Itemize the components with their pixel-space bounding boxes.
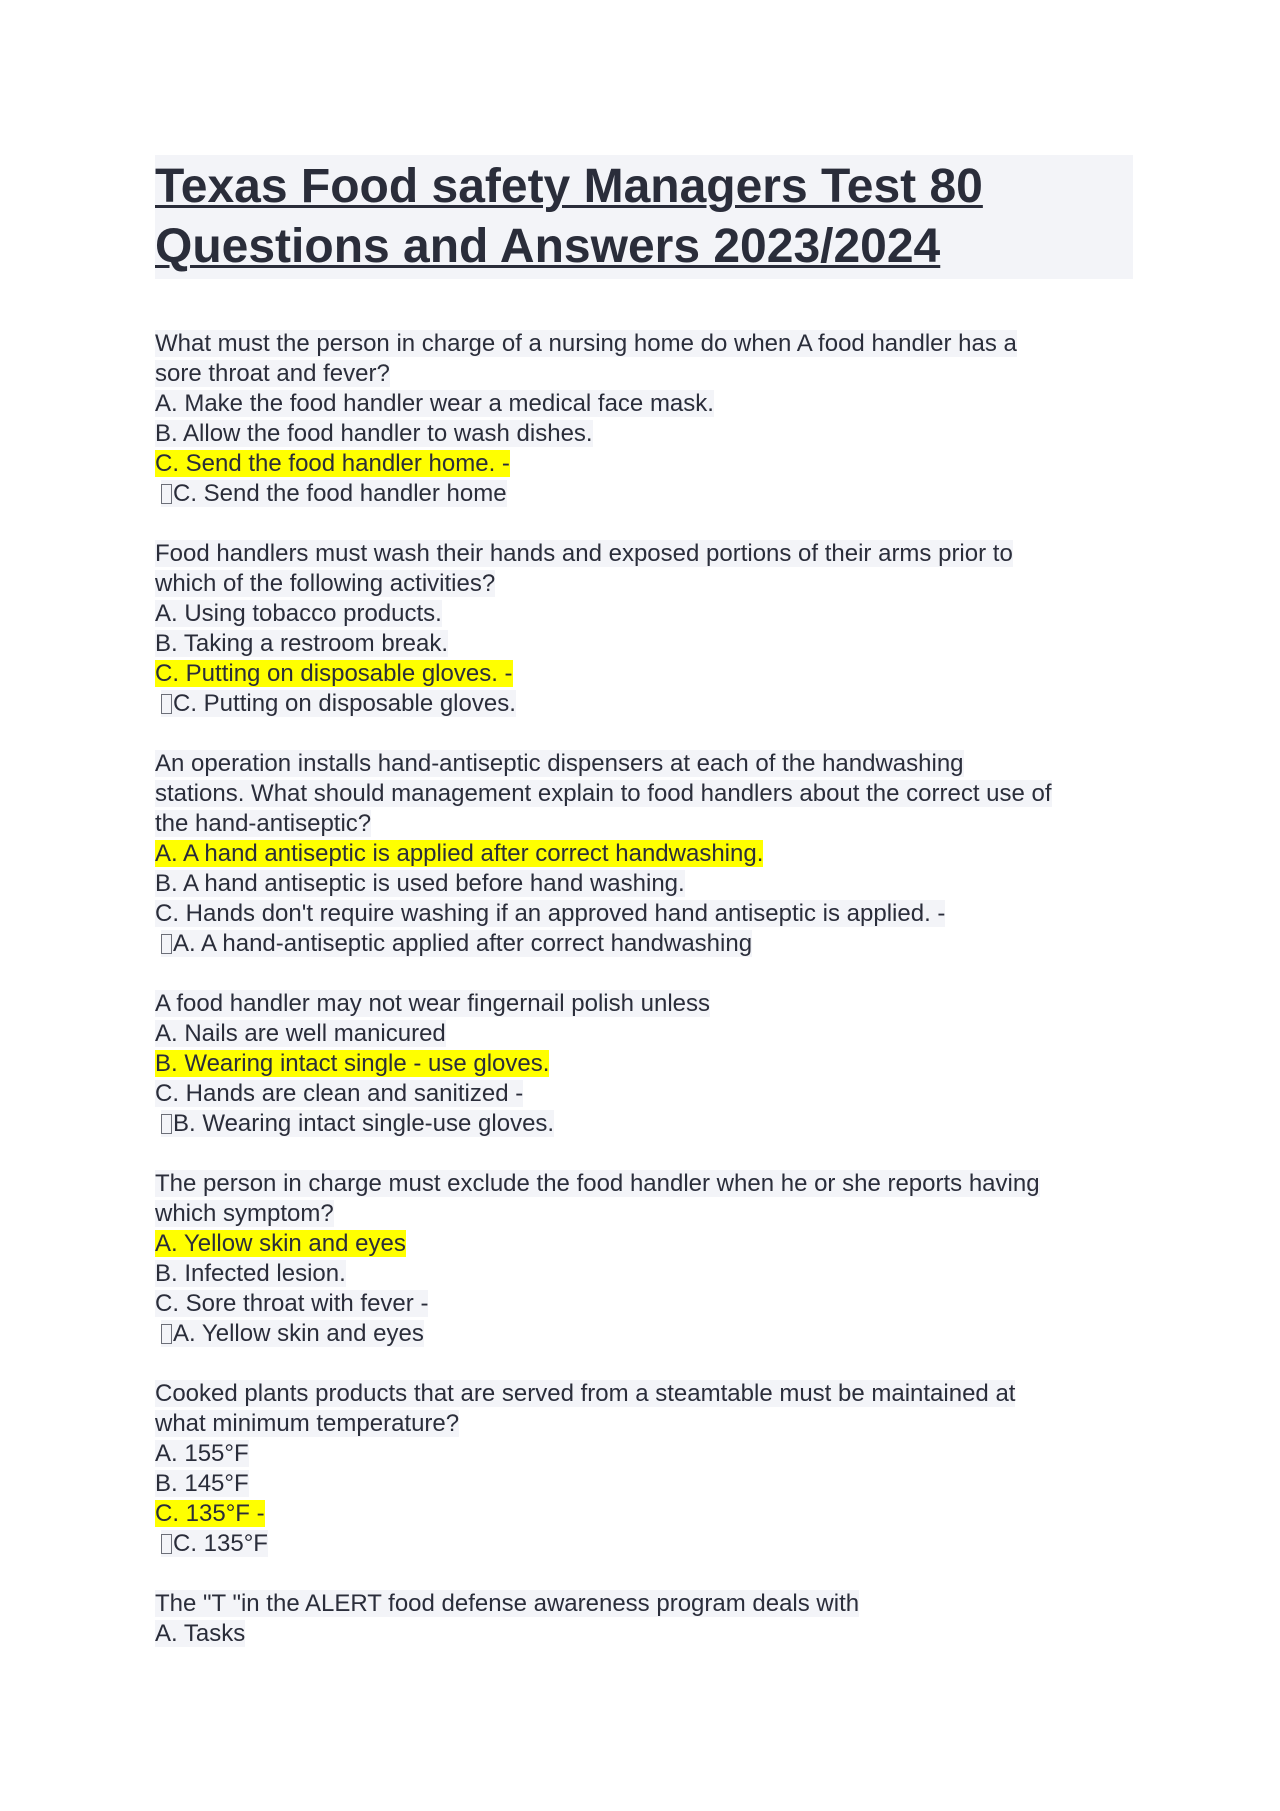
question-text-line xyxy=(155,989,1133,1019)
answer-option: C. Hands don't require washing if an approved hand antiseptic is applied. - xyxy=(155,900,946,927)
answer-option-line xyxy=(155,1289,1133,1319)
correct-answer xyxy=(161,1320,424,1347)
question-text: Cooked plants products that are served from a steamtable must be maintained at xyxy=(155,1380,1016,1407)
answer-option-line xyxy=(155,869,1133,899)
correct-answer-line xyxy=(155,1529,1133,1559)
answer-option-highlighted: C. Putting on disposable gloves. - xyxy=(155,660,513,687)
question-block xyxy=(155,989,1133,1139)
question-text-line xyxy=(155,809,1133,839)
question-text-line xyxy=(155,1409,1133,1439)
answer-option-line xyxy=(155,1499,1133,1529)
answer-option: B. Taking a restroom break. xyxy=(155,630,449,657)
answer-option: B. Allow the food handler to wash dishes. xyxy=(155,420,593,447)
answer-option-line xyxy=(155,839,1133,869)
answer-option-line xyxy=(155,1019,1133,1049)
answer-option-line xyxy=(155,899,1133,929)
title-line-2: Questions and Answers 2023/2024 xyxy=(155,220,941,273)
answer-option: B. 145°F xyxy=(155,1470,249,1497)
answer-option-line xyxy=(155,1049,1133,1079)
question-text: which symptom? xyxy=(155,1200,334,1227)
correct-answer-line xyxy=(155,479,1133,509)
question-text-line xyxy=(155,329,1133,359)
question-block xyxy=(155,1169,1133,1349)
answer-option-line xyxy=(155,1229,1133,1259)
answer-option-line xyxy=(155,1439,1133,1469)
correct-answer xyxy=(161,690,516,717)
question-text: An operation installs hand-antiseptic dispensers at each of the handwashing xyxy=(155,750,964,777)
answer-option-line xyxy=(155,629,1133,659)
question-block xyxy=(155,329,1133,509)
question-text-line xyxy=(155,1379,1133,1409)
answer-option-line xyxy=(155,1469,1133,1499)
question-text: what minimum temperature? xyxy=(155,1410,460,1437)
answer-option-highlighted: C. 135°F - xyxy=(155,1500,265,1527)
question-block xyxy=(155,539,1133,719)
answer-option: A. Tasks xyxy=(155,1620,246,1647)
title-line-1: Texas Food safety Managers Test 80 xyxy=(155,160,983,213)
correct-answer-text: B. Wearing intact single-use gloves. xyxy=(173,1110,555,1137)
missing-glyph-icon xyxy=(161,934,172,954)
answer-option-line xyxy=(155,389,1133,419)
question-text-line xyxy=(155,1199,1133,1229)
correct-answer-line xyxy=(155,929,1133,959)
question-text: A food handler may not wear fingernail polish unless xyxy=(155,990,710,1017)
question-text-line xyxy=(155,539,1133,569)
answer-option: A. Using tobacco products. xyxy=(155,600,442,627)
answer-option: A. Nails are well manicured xyxy=(155,1020,446,1047)
answer-option-highlighted: C. Send the food handler home. - xyxy=(155,450,510,477)
document-title xyxy=(155,155,1133,279)
question-text-line xyxy=(155,359,1133,389)
question-block xyxy=(155,1379,1133,1559)
correct-answer-text: C. Putting on disposable gloves. xyxy=(173,690,516,717)
answer-option-line xyxy=(155,599,1133,629)
question-block xyxy=(155,1589,1133,1649)
question-text: which of the following activities? xyxy=(155,570,496,597)
question-text: sore throat and fever? xyxy=(155,360,390,387)
question-text-line xyxy=(155,749,1133,779)
question-text: What must the person in charge of a nursing home do when A food handler has a xyxy=(155,330,1017,357)
question-text-line xyxy=(155,1589,1133,1619)
question-text: the hand-antiseptic? xyxy=(155,810,372,837)
answer-option-line xyxy=(155,449,1133,479)
question-text-line xyxy=(155,779,1133,809)
answer-option: A. 155°F xyxy=(155,1440,249,1467)
correct-answer xyxy=(161,1110,554,1137)
answer-option-line xyxy=(155,1619,1133,1649)
correct-answer-text: A. A hand-antiseptic applied after correct handwashing xyxy=(173,930,753,957)
question-block xyxy=(155,749,1133,959)
answer-option-highlighted: A. Yellow skin and eyes xyxy=(155,1230,406,1257)
missing-glyph-icon xyxy=(161,694,172,714)
correct-answer-text: C. 135°F xyxy=(173,1530,268,1557)
correct-answer xyxy=(161,930,752,957)
missing-glyph-icon xyxy=(161,1324,172,1344)
answer-option: A. Make the food handler wear a medical face mask. xyxy=(155,390,714,417)
answer-option-highlighted: A. A hand antiseptic is applied after correct handwashing. xyxy=(155,840,764,867)
missing-glyph-icon xyxy=(161,1114,172,1134)
correct-answer-text: A. Yellow skin and eyes xyxy=(173,1320,424,1347)
question-text: stations. What should management explain to food handlers about the correct use of xyxy=(155,780,1052,807)
answer-option-highlighted: B. Wearing intact single - use gloves. xyxy=(155,1050,550,1077)
question-text: The person in charge must exclude the food handler when he or she reports having xyxy=(155,1170,1040,1197)
document-page xyxy=(155,155,1133,1679)
answer-option-line xyxy=(155,1079,1133,1109)
correct-answer xyxy=(161,1530,268,1557)
answer-option-line xyxy=(155,659,1133,689)
answer-option: C. Hands are clean and sanitized - xyxy=(155,1080,524,1107)
answer-option: B. A hand antiseptic is used before hand washing. xyxy=(155,870,685,897)
answer-option-line xyxy=(155,419,1133,449)
correct-answer-line xyxy=(155,689,1133,719)
answer-option: B. Infected lesion. xyxy=(155,1260,346,1287)
answer-option-line xyxy=(155,1259,1133,1289)
question-text: The "T "in the ALERT food defense awareness program deals with xyxy=(155,1590,860,1617)
question-text-line xyxy=(155,1169,1133,1199)
correct-answer xyxy=(161,480,507,507)
answer-option: C. Sore throat with fever - xyxy=(155,1290,429,1317)
question-text-line xyxy=(155,569,1133,599)
correct-answer-line xyxy=(155,1319,1133,1349)
questions-list xyxy=(155,329,1133,1649)
correct-answer-text: C. Send the food handler home xyxy=(173,480,507,507)
question-text: Food handlers must wash their hands and exposed portions of their arms prior to xyxy=(155,540,1013,567)
missing-glyph-icon xyxy=(161,484,172,504)
missing-glyph-icon xyxy=(161,1534,172,1554)
correct-answer-line xyxy=(155,1109,1133,1139)
